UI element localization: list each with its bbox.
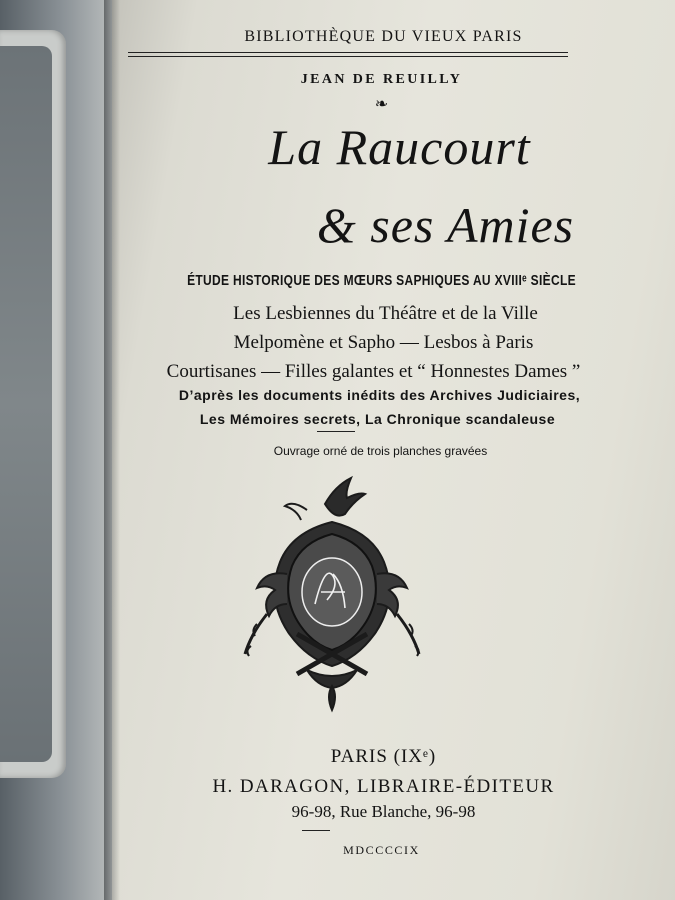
title-page <box>112 0 675 900</box>
imprint-year: MDCCCCIX <box>343 843 420 857</box>
double-rule-divider <box>128 52 568 57</box>
facing-plate-frame <box>0 30 66 778</box>
short-divider <box>302 830 330 831</box>
small-divider <box>317 431 355 432</box>
sources-line: Les Mémoires secrets, La Chronique scandaleuse <box>199 411 556 427</box>
imprint-address: 96-98, Rue Blanche, 96-98 <box>291 802 476 821</box>
heraldic-monogram-emblem-icon <box>237 474 427 714</box>
sources-line: D’après les documents inédits des Archives Judiciaires, <box>178 387 581 403</box>
series-title: BIBLIOTHÈQUE DU VIEUX PARIS <box>244 28 523 45</box>
imprint-place: PARIS (IXᵉ) <box>330 746 437 767</box>
description-line: Melpomène et Sapho — Lesbos à Paris <box>233 332 534 353</box>
facing-plate-image <box>0 46 52 762</box>
illustrations-note: Ouvrage orné de trois planches gravées <box>273 444 488 458</box>
book-gutter-shadow <box>104 0 120 900</box>
imprint-publisher: H. DARAGON, LIBRAIRE-ÉDITEUR <box>212 776 555 797</box>
book-title-line-2: & ses Amies <box>316 197 575 253</box>
book-subtitle: ÉTUDE HISTORIQUE DES MŒURS SAPHIQUES AU XVIIIᵉ SIÈCLE <box>187 272 576 289</box>
author-name: JEAN DE REUILLY <box>300 72 463 87</box>
facing-page <box>0 0 112 900</box>
description-line: Les Lesbiennes du Théâtre et de la Ville <box>233 303 538 324</box>
description-line: Courtisanes — Filles galantes et “ Honnestes Dames ” <box>166 361 581 382</box>
book-title-line-1: La Raucourt <box>268 119 531 175</box>
fleuron-icon: ❧ <box>374 96 389 113</box>
